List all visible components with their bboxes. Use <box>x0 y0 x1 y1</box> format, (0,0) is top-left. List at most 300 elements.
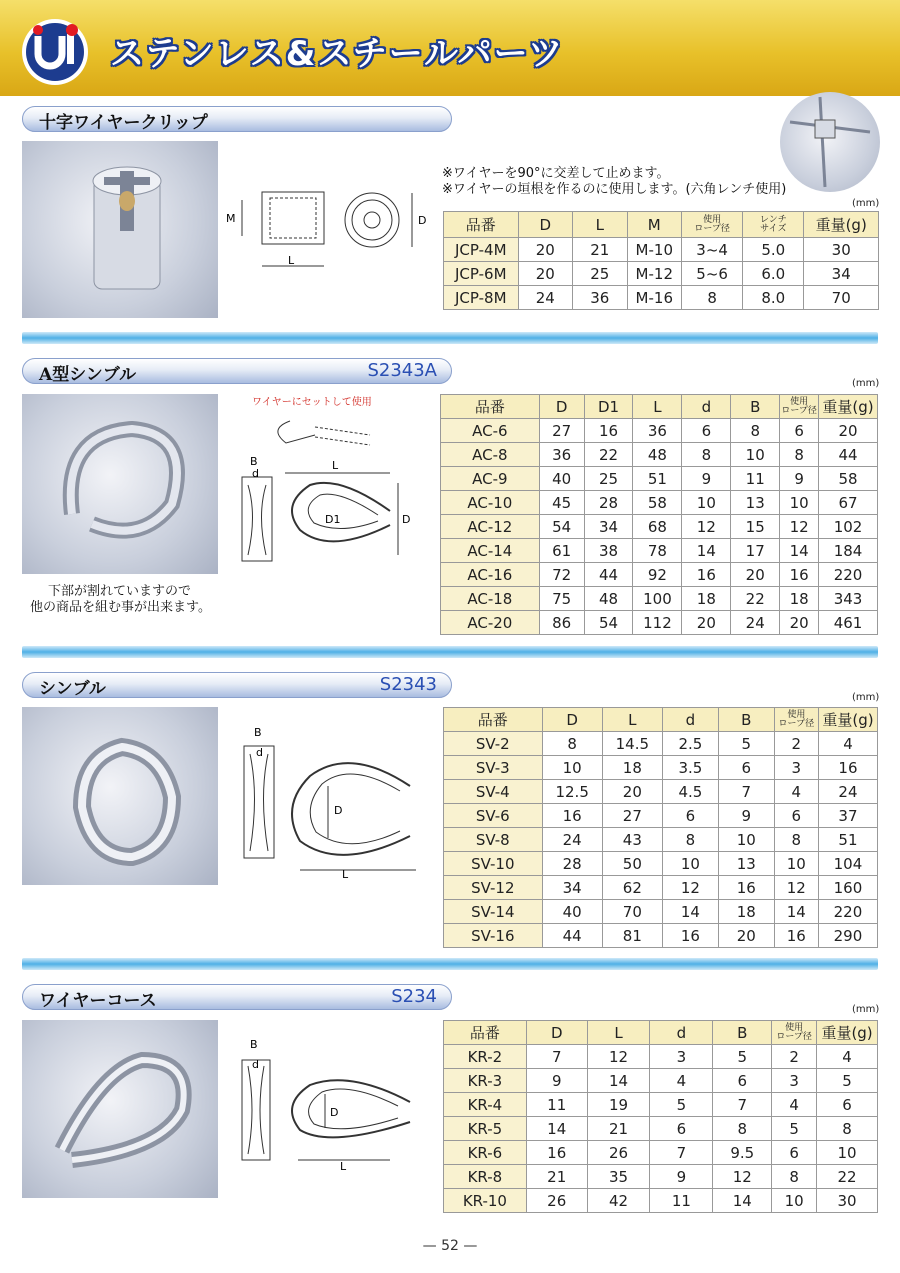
cell: 10 <box>774 852 818 876</box>
cell: 72 <box>539 563 584 587</box>
thimble-illustration <box>22 707 218 885</box>
col-header: B <box>731 395 780 419</box>
caption-line-1: 下部が割れていますので <box>48 584 192 599</box>
cell: 3 <box>774 756 818 780</box>
cell: 8 <box>774 828 818 852</box>
cell: 7 <box>713 1093 772 1117</box>
cell: 36 <box>633 419 682 443</box>
cell: 34 <box>584 515 633 539</box>
cell: 11 <box>526 1093 587 1117</box>
cell: 75 <box>539 587 584 611</box>
cell: 100 <box>633 587 682 611</box>
dim-label-B: B <box>250 1038 258 1051</box>
table-row <box>444 900 878 924</box>
dim-label-M: M <box>226 212 236 225</box>
cell: AC-20 <box>441 611 540 635</box>
cell: JCP-6M <box>444 262 519 286</box>
cell: 8 <box>682 443 731 467</box>
cell: AC-18 <box>441 587 540 611</box>
cell: 12 <box>713 1165 772 1189</box>
section-title: A型シンブル <box>39 365 137 385</box>
cell: 7 <box>718 780 774 804</box>
cell: 70 <box>602 900 662 924</box>
cell: 20 <box>602 780 662 804</box>
cell: 3.5 <box>662 756 718 780</box>
cell: 81 <box>602 924 662 948</box>
section-divider <box>22 646 878 658</box>
cell: KR-8 <box>444 1165 527 1189</box>
cell: 21 <box>526 1165 587 1189</box>
cell: 9 <box>650 1165 713 1189</box>
dim-label-B: B <box>254 726 262 739</box>
cell: 12.5 <box>542 780 602 804</box>
cell: 4.5 <box>662 780 718 804</box>
section-title-bar-wire-course <box>22 984 452 1010</box>
cell: 36 <box>539 443 584 467</box>
cell: 3 <box>650 1045 713 1069</box>
cell: 24 <box>518 286 573 310</box>
page-number: — 52 — <box>422 1238 478 1254</box>
cell: 15 <box>731 515 780 539</box>
cell: 24 <box>542 828 602 852</box>
cell: SV-14 <box>444 900 543 924</box>
cell: AC-9 <box>441 467 540 491</box>
cell: 11 <box>650 1189 713 1213</box>
table-row <box>444 1069 878 1093</box>
table-row <box>441 611 878 635</box>
section-code: S234 <box>391 986 437 1007</box>
cell: 10 <box>682 491 731 515</box>
table-row <box>441 587 878 611</box>
col-header: d <box>682 395 731 419</box>
table-row <box>444 262 879 286</box>
cell: 20 <box>731 563 780 587</box>
unit-label: (mm) <box>852 198 880 209</box>
section-title: ワイヤーコース <box>39 991 157 1011</box>
table-row <box>441 515 878 539</box>
cell: 16 <box>682 563 731 587</box>
cell: AC-14 <box>441 539 540 563</box>
spec-table-cross-clip <box>443 211 879 310</box>
cell: 184 <box>819 539 878 563</box>
cell: 54 <box>539 515 584 539</box>
cell: 68 <box>633 515 682 539</box>
cell: AC-10 <box>441 491 540 515</box>
brand-logo-icon <box>16 14 94 86</box>
dim-label-d: d <box>252 1058 259 1071</box>
cell: 18 <box>602 756 662 780</box>
cell: 20 <box>518 238 573 262</box>
cell: 6 <box>817 1093 878 1117</box>
cell: 5 <box>772 1117 817 1141</box>
cell: 10 <box>542 756 602 780</box>
cell: 6 <box>713 1069 772 1093</box>
cell: 17 <box>731 539 780 563</box>
cell: 290 <box>818 924 877 948</box>
cell: 6 <box>662 804 718 828</box>
cell: 10 <box>718 828 774 852</box>
cell: M-12 <box>627 262 682 286</box>
cell: 8 <box>542 732 602 756</box>
cell: 34 <box>542 876 602 900</box>
cell: 10 <box>772 1189 817 1213</box>
cell: AC-6 <box>441 419 540 443</box>
cell: 104 <box>818 852 877 876</box>
page-title: ステンレス&スチールパーツ <box>110 34 565 74</box>
cell: 20 <box>518 262 573 286</box>
table-row <box>444 852 878 876</box>
cell: 37 <box>818 804 877 828</box>
cell: 58 <box>633 491 682 515</box>
cell: 4 <box>774 780 818 804</box>
unit-label: (mm) <box>852 692 880 703</box>
cell: 4 <box>650 1069 713 1093</box>
col-header: 重量(g) <box>819 395 878 419</box>
cell: SV-4 <box>444 780 543 804</box>
a-thimble-illustration <box>22 394 218 574</box>
cell: 8.0 <box>743 286 804 310</box>
col-header: 品番 <box>444 1021 527 1045</box>
cell: 43 <box>602 828 662 852</box>
wire-course-illustration <box>22 1020 218 1198</box>
cell: 10 <box>817 1141 878 1165</box>
cell: 9 <box>682 467 731 491</box>
cell: 4 <box>818 732 877 756</box>
table-body <box>441 419 878 635</box>
table-row <box>444 286 879 310</box>
cell: 25 <box>584 467 633 491</box>
cell: 8 <box>772 1165 817 1189</box>
cell: 10 <box>780 491 819 515</box>
cell: 70 <box>804 286 879 310</box>
note-line-1: ※ワイヤーを90°に交差して止めます。 <box>442 166 670 181</box>
cell: 26 <box>526 1189 587 1213</box>
table-row <box>444 1189 878 1213</box>
table-row <box>441 491 878 515</box>
cell: 42 <box>587 1189 650 1213</box>
col-header: L <box>587 1021 650 1045</box>
table-row <box>444 1165 878 1189</box>
cell: 28 <box>542 852 602 876</box>
cell: SV-10 <box>444 852 543 876</box>
cell: 8 <box>780 443 819 467</box>
cell: 20 <box>682 611 731 635</box>
col-header: d <box>650 1021 713 1045</box>
cell: KR-2 <box>444 1045 527 1069</box>
cell: 19 <box>587 1093 650 1117</box>
cell: 20 <box>819 419 878 443</box>
col-header: d <box>662 708 718 732</box>
dim-label-L: L <box>332 459 339 472</box>
cell: 34 <box>804 262 879 286</box>
product-photo-wire-course <box>22 1020 218 1198</box>
cell: 14 <box>682 539 731 563</box>
cell: 61 <box>539 539 584 563</box>
cross-clip-usage-photo <box>780 92 880 192</box>
cell: 26 <box>587 1141 650 1165</box>
cell: 18 <box>718 900 774 924</box>
cell: 20 <box>718 924 774 948</box>
section-code: S2343 <box>379 674 437 695</box>
col-header: B <box>718 708 774 732</box>
col-header: M <box>627 212 682 238</box>
cell: 12 <box>682 515 731 539</box>
col-header: 使用 ロープ径 <box>774 708 818 732</box>
cell: 14 <box>526 1117 587 1141</box>
cell: 16 <box>780 563 819 587</box>
section-title: 十字ワイヤークリップ <box>39 113 208 133</box>
table-row <box>444 1093 878 1117</box>
cell: 8 <box>662 828 718 852</box>
cell: 8 <box>731 419 780 443</box>
cell: 86 <box>539 611 584 635</box>
cell: 51 <box>633 467 682 491</box>
product-photo-thimble <box>22 707 218 885</box>
cell: AC-12 <box>441 515 540 539</box>
cell: 24 <box>818 780 877 804</box>
cell: 51 <box>818 828 877 852</box>
cell: 10 <box>731 443 780 467</box>
cell: 12 <box>780 515 819 539</box>
cell: 22 <box>584 443 633 467</box>
table-row <box>441 467 878 491</box>
cell: 6 <box>718 756 774 780</box>
cell: 50 <box>602 852 662 876</box>
section-code: S2343A <box>367 360 437 381</box>
cell: 21 <box>587 1117 650 1141</box>
cell: KR-3 <box>444 1069 527 1093</box>
table-row <box>441 443 878 467</box>
cell: 16 <box>774 924 818 948</box>
usage-note: ワイヤーにセットして使用 <box>252 397 372 408</box>
cell: SV-16 <box>444 924 543 948</box>
cell: SV-8 <box>444 828 543 852</box>
table-row <box>441 539 878 563</box>
cell: 22 <box>817 1165 878 1189</box>
product-photo-a-thimble <box>22 394 218 574</box>
cell: AC-16 <box>441 563 540 587</box>
spec-table-a-thimble <box>440 394 878 635</box>
cell: 6.0 <box>743 262 804 286</box>
cell: 16 <box>584 419 633 443</box>
unit-label: (mm) <box>852 378 880 389</box>
section-title-bar-thimble <box>22 672 452 698</box>
col-header: 重量(g) <box>804 212 879 238</box>
cell: 22 <box>731 587 780 611</box>
cell: SV-3 <box>444 756 543 780</box>
cell: 2 <box>774 732 818 756</box>
thimble-diagram <box>230 716 430 886</box>
col-header: レンチ サイズ <box>743 212 804 238</box>
unit-label: (mm) <box>852 1004 880 1015</box>
cell: 18 <box>682 587 731 611</box>
cell: 16 <box>718 876 774 900</box>
cell: 54 <box>584 611 633 635</box>
cell: 9 <box>780 467 819 491</box>
section-title-bar-cross-clip <box>22 106 452 132</box>
dim-label-D: D <box>330 1106 339 1119</box>
dim-label-D: D <box>334 804 343 817</box>
cell: 48 <box>584 587 633 611</box>
cell: 45 <box>539 491 584 515</box>
table-row <box>441 419 878 443</box>
cell: 220 <box>819 563 878 587</box>
table-row <box>444 1141 878 1165</box>
table-row <box>444 732 878 756</box>
cell: 8 <box>682 286 743 310</box>
wire-course-diagram <box>230 1030 430 1180</box>
cell: 16 <box>818 756 877 780</box>
dim-label-d: d <box>256 746 263 759</box>
cell: 14 <box>713 1189 772 1213</box>
product-photo-cross-clip <box>22 141 218 318</box>
table-row <box>444 1117 878 1141</box>
cell: 28 <box>584 491 633 515</box>
cell: 9 <box>718 804 774 828</box>
cell: 5~6 <box>682 262 743 286</box>
cell: 5.0 <box>743 238 804 262</box>
col-header: D <box>539 395 584 419</box>
cell: 27 <box>602 804 662 828</box>
col-header: 使用 ロープ径 <box>682 212 743 238</box>
cell: 9 <box>526 1069 587 1093</box>
cell: 58 <box>819 467 878 491</box>
cell: 13 <box>731 491 780 515</box>
cell: 38 <box>584 539 633 563</box>
cell: 16 <box>662 924 718 948</box>
cell: 25 <box>573 262 628 286</box>
section-divider <box>22 332 878 344</box>
col-header: L <box>602 708 662 732</box>
cell: KR-10 <box>444 1189 527 1213</box>
cell: 27 <box>539 419 584 443</box>
cell: SV-12 <box>444 876 543 900</box>
caption-line-2: 他の商品を組む事が出来ます。 <box>30 600 211 615</box>
cell: 14 <box>587 1069 650 1093</box>
cell: 44 <box>542 924 602 948</box>
cell: 14 <box>780 539 819 563</box>
cell: 78 <box>633 539 682 563</box>
col-header: 重量(g) <box>818 708 877 732</box>
cell: 16 <box>542 804 602 828</box>
cell: 13 <box>718 852 774 876</box>
cell: 6 <box>780 419 819 443</box>
col-header: D <box>542 708 602 732</box>
cell: 16 <box>526 1141 587 1165</box>
cell: 12 <box>662 876 718 900</box>
note-line-2: ※ワイヤーの垣根を作るのに使用します。(六角レンチ使用) <box>442 182 787 197</box>
cell: 40 <box>542 900 602 924</box>
cell: 12 <box>774 876 818 900</box>
dim-label-D: D <box>418 214 427 227</box>
cell: 461 <box>819 611 878 635</box>
cell: 92 <box>633 563 682 587</box>
col-header: 使用 ロープ径 <box>772 1021 817 1045</box>
cell: 10 <box>662 852 718 876</box>
col-header: B <box>713 1021 772 1045</box>
cell: 5 <box>650 1093 713 1117</box>
cell: 5 <box>817 1069 878 1093</box>
col-header: 重量(g) <box>817 1021 878 1045</box>
cell: 6 <box>682 419 731 443</box>
cell: 343 <box>819 587 878 611</box>
cell: 20 <box>780 611 819 635</box>
col-header: D <box>518 212 573 238</box>
dim-label-d: d <box>252 467 259 480</box>
col-header: L <box>573 212 628 238</box>
col-header: 使用 ロープ径 <box>780 395 819 419</box>
table-row <box>444 756 878 780</box>
cell: 3~4 <box>682 238 743 262</box>
cell: 44 <box>584 563 633 587</box>
cell: 44 <box>819 443 878 467</box>
cell: KR-4 <box>444 1093 527 1117</box>
cell: 30 <box>804 238 879 262</box>
dim-label-L: L <box>342 868 349 881</box>
cell: 21 <box>573 238 628 262</box>
cross-clip-illustration <box>22 141 218 318</box>
cell: 112 <box>633 611 682 635</box>
col-header: 品番 <box>441 395 540 419</box>
dim-label-D1: D1 <box>325 513 341 526</box>
col-header: 品番 <box>444 708 543 732</box>
cell: 7 <box>650 1141 713 1165</box>
table-row <box>441 563 878 587</box>
cell: 2.5 <box>662 732 718 756</box>
cell: 12 <box>587 1045 650 1069</box>
cell: 7 <box>526 1045 587 1069</box>
col-header: D <box>526 1021 587 1045</box>
spec-table-thimble <box>443 707 878 948</box>
col-header: L <box>633 395 682 419</box>
cell: M-10 <box>627 238 682 262</box>
cell: AC-8 <box>441 443 540 467</box>
cell: M-16 <box>627 286 682 310</box>
cell: 160 <box>818 876 877 900</box>
table-row <box>444 876 878 900</box>
cross-clip-diagram <box>222 180 437 280</box>
cell: JCP-4M <box>444 238 519 262</box>
spec-table-wire-course <box>443 1020 878 1213</box>
cell: SV-6 <box>444 804 543 828</box>
cell: 6 <box>774 804 818 828</box>
cell: 9.5 <box>713 1141 772 1165</box>
table-row <box>444 1045 878 1069</box>
cell: 14 <box>774 900 818 924</box>
table-row <box>444 804 878 828</box>
cell: 11 <box>731 467 780 491</box>
cell: 24 <box>731 611 780 635</box>
cell: 5 <box>713 1045 772 1069</box>
col-header: D1 <box>584 395 633 419</box>
cell: 8 <box>713 1117 772 1141</box>
cell: JCP-8M <box>444 286 519 310</box>
dim-label-B: B <box>250 455 258 468</box>
cell: 5 <box>718 732 774 756</box>
section-title-bar-a-thimble <box>22 358 452 384</box>
cell: 220 <box>818 900 877 924</box>
cell: 102 <box>819 515 878 539</box>
cell: 18 <box>780 587 819 611</box>
table-row <box>444 780 878 804</box>
wire-mesh-illustration <box>780 92 880 192</box>
cell: 6 <box>772 1141 817 1165</box>
table-row <box>444 238 879 262</box>
cell: 14 <box>662 900 718 924</box>
cell: 4 <box>817 1045 878 1069</box>
cell: 35 <box>587 1165 650 1189</box>
cell: 62 <box>602 876 662 900</box>
